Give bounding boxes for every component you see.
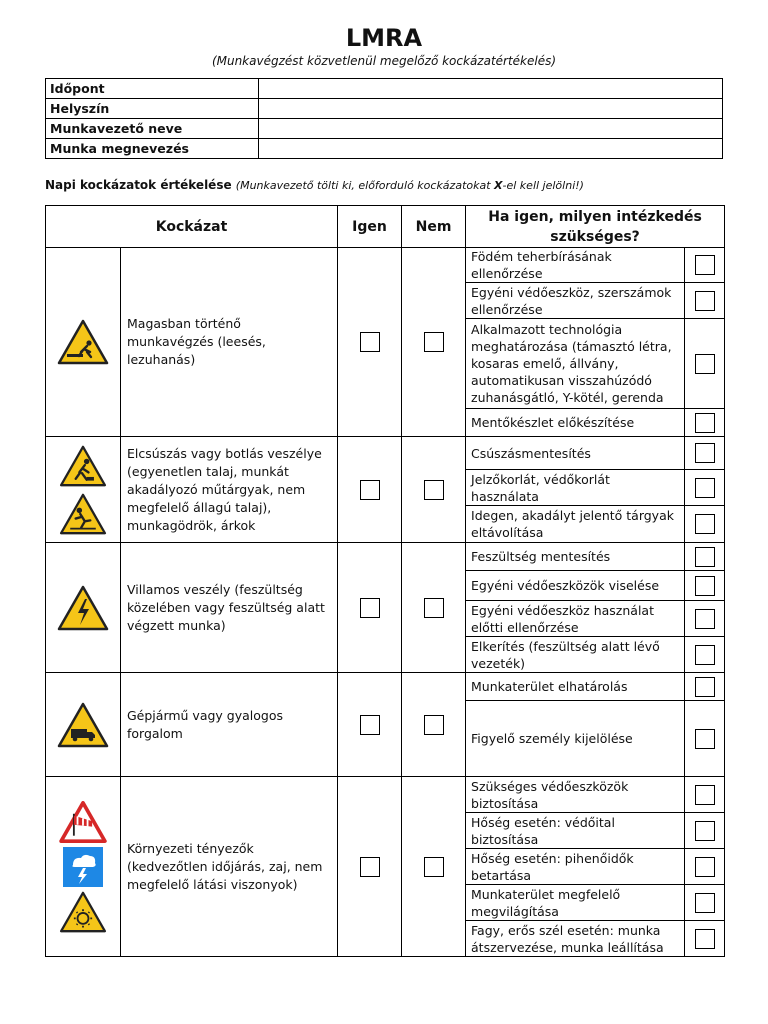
measure-text: Elkerítés (feszültség alatt lévő vezeték) — [466, 637, 685, 673]
measure-checkbox[interactable] — [695, 821, 715, 841]
yes-checkbox[interactable] — [360, 715, 380, 735]
no-cell — [402, 777, 466, 957]
measure-checkbox[interactable] — [695, 677, 715, 697]
measure-check-cell — [685, 319, 725, 409]
section-note — [236, 179, 584, 192]
measure-text: Hőség esetén: védőital biztosítása — [466, 813, 685, 849]
info-row — [46, 119, 723, 139]
measure-text: Munkaterület elhatárolás — [466, 673, 685, 701]
measure-check-cell — [685, 543, 725, 571]
info-value-field[interactable] — [259, 119, 723, 139]
no-cell — [402, 673, 466, 777]
yes-checkbox[interactable] — [360, 480, 380, 500]
info-label: Helyszín — [46, 99, 259, 119]
section-heading — [45, 178, 584, 192]
risk-table — [45, 205, 725, 957]
measure-check-cell — [685, 777, 725, 813]
risk-description: Villamos veszély (feszültség közelében vagy feszültség alatt végzett munka) — [121, 543, 338, 673]
measure-check-cell — [685, 701, 725, 777]
fog-warning-icon — [59, 891, 107, 933]
measure-text: Egyéni védőeszköz, szerszámok ellenőrzése — [466, 283, 685, 319]
no-checkbox[interactable] — [424, 480, 444, 500]
fall-warning-icon — [57, 319, 109, 365]
header-yes: Igen — [338, 206, 402, 248]
yes-cell — [338, 248, 402, 437]
header-risk: Kockázat — [46, 206, 338, 248]
yes-checkbox[interactable] — [360, 332, 380, 352]
measure-text: Csúszásmentesítés — [466, 437, 685, 470]
measure-text: Mentőkészlet előkészítése — [466, 409, 685, 437]
no-checkbox[interactable] — [424, 598, 444, 618]
risk-description: Elcsúszás vagy botlás veszélye (egyenetlen talaj, munkát akadályozó műtárgyak, nem megfelelő állagú talaj), munkagödrök, árkok — [121, 437, 338, 543]
risk-icon-cell — [46, 248, 121, 437]
measure-text: Feszültség mentesítés — [466, 543, 685, 571]
yes-checkbox[interactable] — [360, 857, 380, 877]
no-cell — [402, 543, 466, 673]
measure-checkbox[interactable] — [695, 857, 715, 877]
measure-text: Jelzőkorlát, védőkorlát használata — [466, 470, 685, 506]
note-text: -el kell jelölni!) — [502, 179, 584, 192]
measure-checkbox[interactable] — [695, 514, 715, 534]
measure-checkbox[interactable] — [695, 255, 715, 275]
measure-check-cell — [685, 673, 725, 701]
measure-checkbox[interactable] — [695, 547, 715, 567]
measure-checkbox[interactable] — [695, 785, 715, 805]
measure-check-cell — [685, 409, 725, 437]
measure-text: Födém teherbírásának ellenőrzése — [466, 248, 685, 283]
measure-check-cell — [685, 637, 725, 673]
info-label: Munkavezető neve — [46, 119, 259, 139]
risk-description: Gépjármű vagy gyalogos forgalom — [121, 673, 338, 777]
page-subtitle: (Munkavégzést közvetlenül megelőző kockázatértékelés) — [211, 54, 557, 68]
measure-check-cell — [685, 921, 725, 957]
measure-check-cell — [685, 885, 725, 921]
risk-description: Magasban történő munkavégzés (leesés, lezuhanás) — [121, 248, 338, 437]
note-text: (Munkavezető tölti ki, előforduló kockázatokat — [235, 179, 495, 192]
measure-checkbox[interactable] — [695, 576, 715, 596]
yes-cell — [338, 777, 402, 957]
wind-warning-icon — [59, 801, 107, 843]
measure-check-cell — [685, 813, 725, 849]
table-row — [46, 437, 725, 470]
measure-checkbox[interactable] — [695, 443, 715, 463]
header-measures: Ha igen, milyen intézkedés szükséges? — [466, 206, 725, 248]
electric-warning-icon — [57, 585, 109, 631]
measure-check-cell — [685, 283, 725, 319]
no-cell — [402, 248, 466, 437]
table-row — [46, 673, 725, 701]
yes-cell — [338, 543, 402, 673]
measure-checkbox[interactable] — [695, 929, 715, 949]
info-table — [45, 78, 723, 159]
measure-check-cell — [685, 437, 725, 470]
measure-text: Fagy, erős szél esetén: munka átszervezése, munka leállítása — [466, 921, 685, 957]
measure-check-cell — [685, 601, 725, 637]
info-row — [46, 99, 723, 119]
measure-checkbox[interactable] — [695, 354, 715, 374]
yes-cell — [338, 673, 402, 777]
header-no: Nem — [402, 206, 466, 248]
table-row — [46, 777, 725, 813]
slip-warning-icon — [59, 493, 107, 535]
info-value-field[interactable] — [259, 99, 723, 119]
measure-text: Munkaterület megfelelő megvilágítása — [466, 885, 685, 921]
info-label: Munka megnevezés — [46, 139, 259, 159]
no-checkbox[interactable] — [424, 332, 444, 352]
measure-checkbox[interactable] — [695, 893, 715, 913]
measure-text: Figyelő személy kijelölése — [466, 701, 685, 777]
info-value-field[interactable] — [259, 79, 723, 99]
measure-checkbox[interactable] — [695, 645, 715, 665]
measure-check-cell — [685, 470, 725, 506]
table-row — [46, 248, 725, 283]
risk-icon-cell — [46, 543, 121, 673]
measure-check-cell — [685, 506, 725, 543]
measure-text: Idegen, akadályt jelentő tárgyak eltávolítása — [466, 506, 685, 543]
risk-description: Környezeti tényezők (kedvezőtlen időjárás, zaj, nem megfelelő látási viszonyok) — [121, 777, 338, 957]
risk-icon-cell — [46, 777, 121, 957]
measure-checkbox[interactable] — [695, 609, 715, 629]
header-row — [46, 206, 725, 248]
vehicle-warning-icon — [57, 702, 109, 748]
measure-text: Egyéni védőeszköz használat előtti ellenőrzése — [466, 601, 685, 637]
info-label: Időpont — [46, 79, 259, 99]
measure-checkbox[interactable] — [695, 291, 715, 311]
measure-checkbox[interactable] — [695, 413, 715, 433]
yes-checkbox[interactable] — [360, 598, 380, 618]
measure-check-cell — [685, 248, 725, 283]
measure-checkbox[interactable] — [695, 729, 715, 749]
info-value-field[interactable] — [259, 139, 723, 159]
measure-checkbox[interactable] — [695, 478, 715, 498]
section-title: Napi kockázatok értékelése — [45, 178, 232, 192]
note-x: X — [494, 179, 503, 192]
measure-text: Szükséges védőeszközök biztosítása — [466, 777, 685, 813]
no-cell — [402, 437, 466, 543]
info-row — [46, 139, 723, 159]
yes-cell — [338, 437, 402, 543]
info-row — [46, 79, 723, 99]
no-checkbox[interactable] — [424, 715, 444, 735]
measure-text: Hőség esetén: pihenőidők betartása — [466, 849, 685, 885]
page-title: LMRA — [345, 24, 423, 52]
measure-check-cell — [685, 849, 725, 885]
measure-check-cell — [685, 571, 725, 601]
risk-icon-cell — [46, 437, 121, 543]
measure-text: Alkalmazott technológia meghatározása (támasztó létra, kosaras emelő, állvány, automatikusan visszahúzódó zuhanásgátló, Y-kötél, gerenda — [466, 319, 685, 409]
no-checkbox[interactable] — [424, 857, 444, 877]
storm-sign-icon — [63, 847, 103, 887]
trip-warning-icon — [59, 445, 107, 487]
table-row — [46, 543, 725, 571]
risk-icon-cell — [46, 673, 121, 777]
measure-text: Egyéni védőeszközök viselése — [466, 571, 685, 601]
